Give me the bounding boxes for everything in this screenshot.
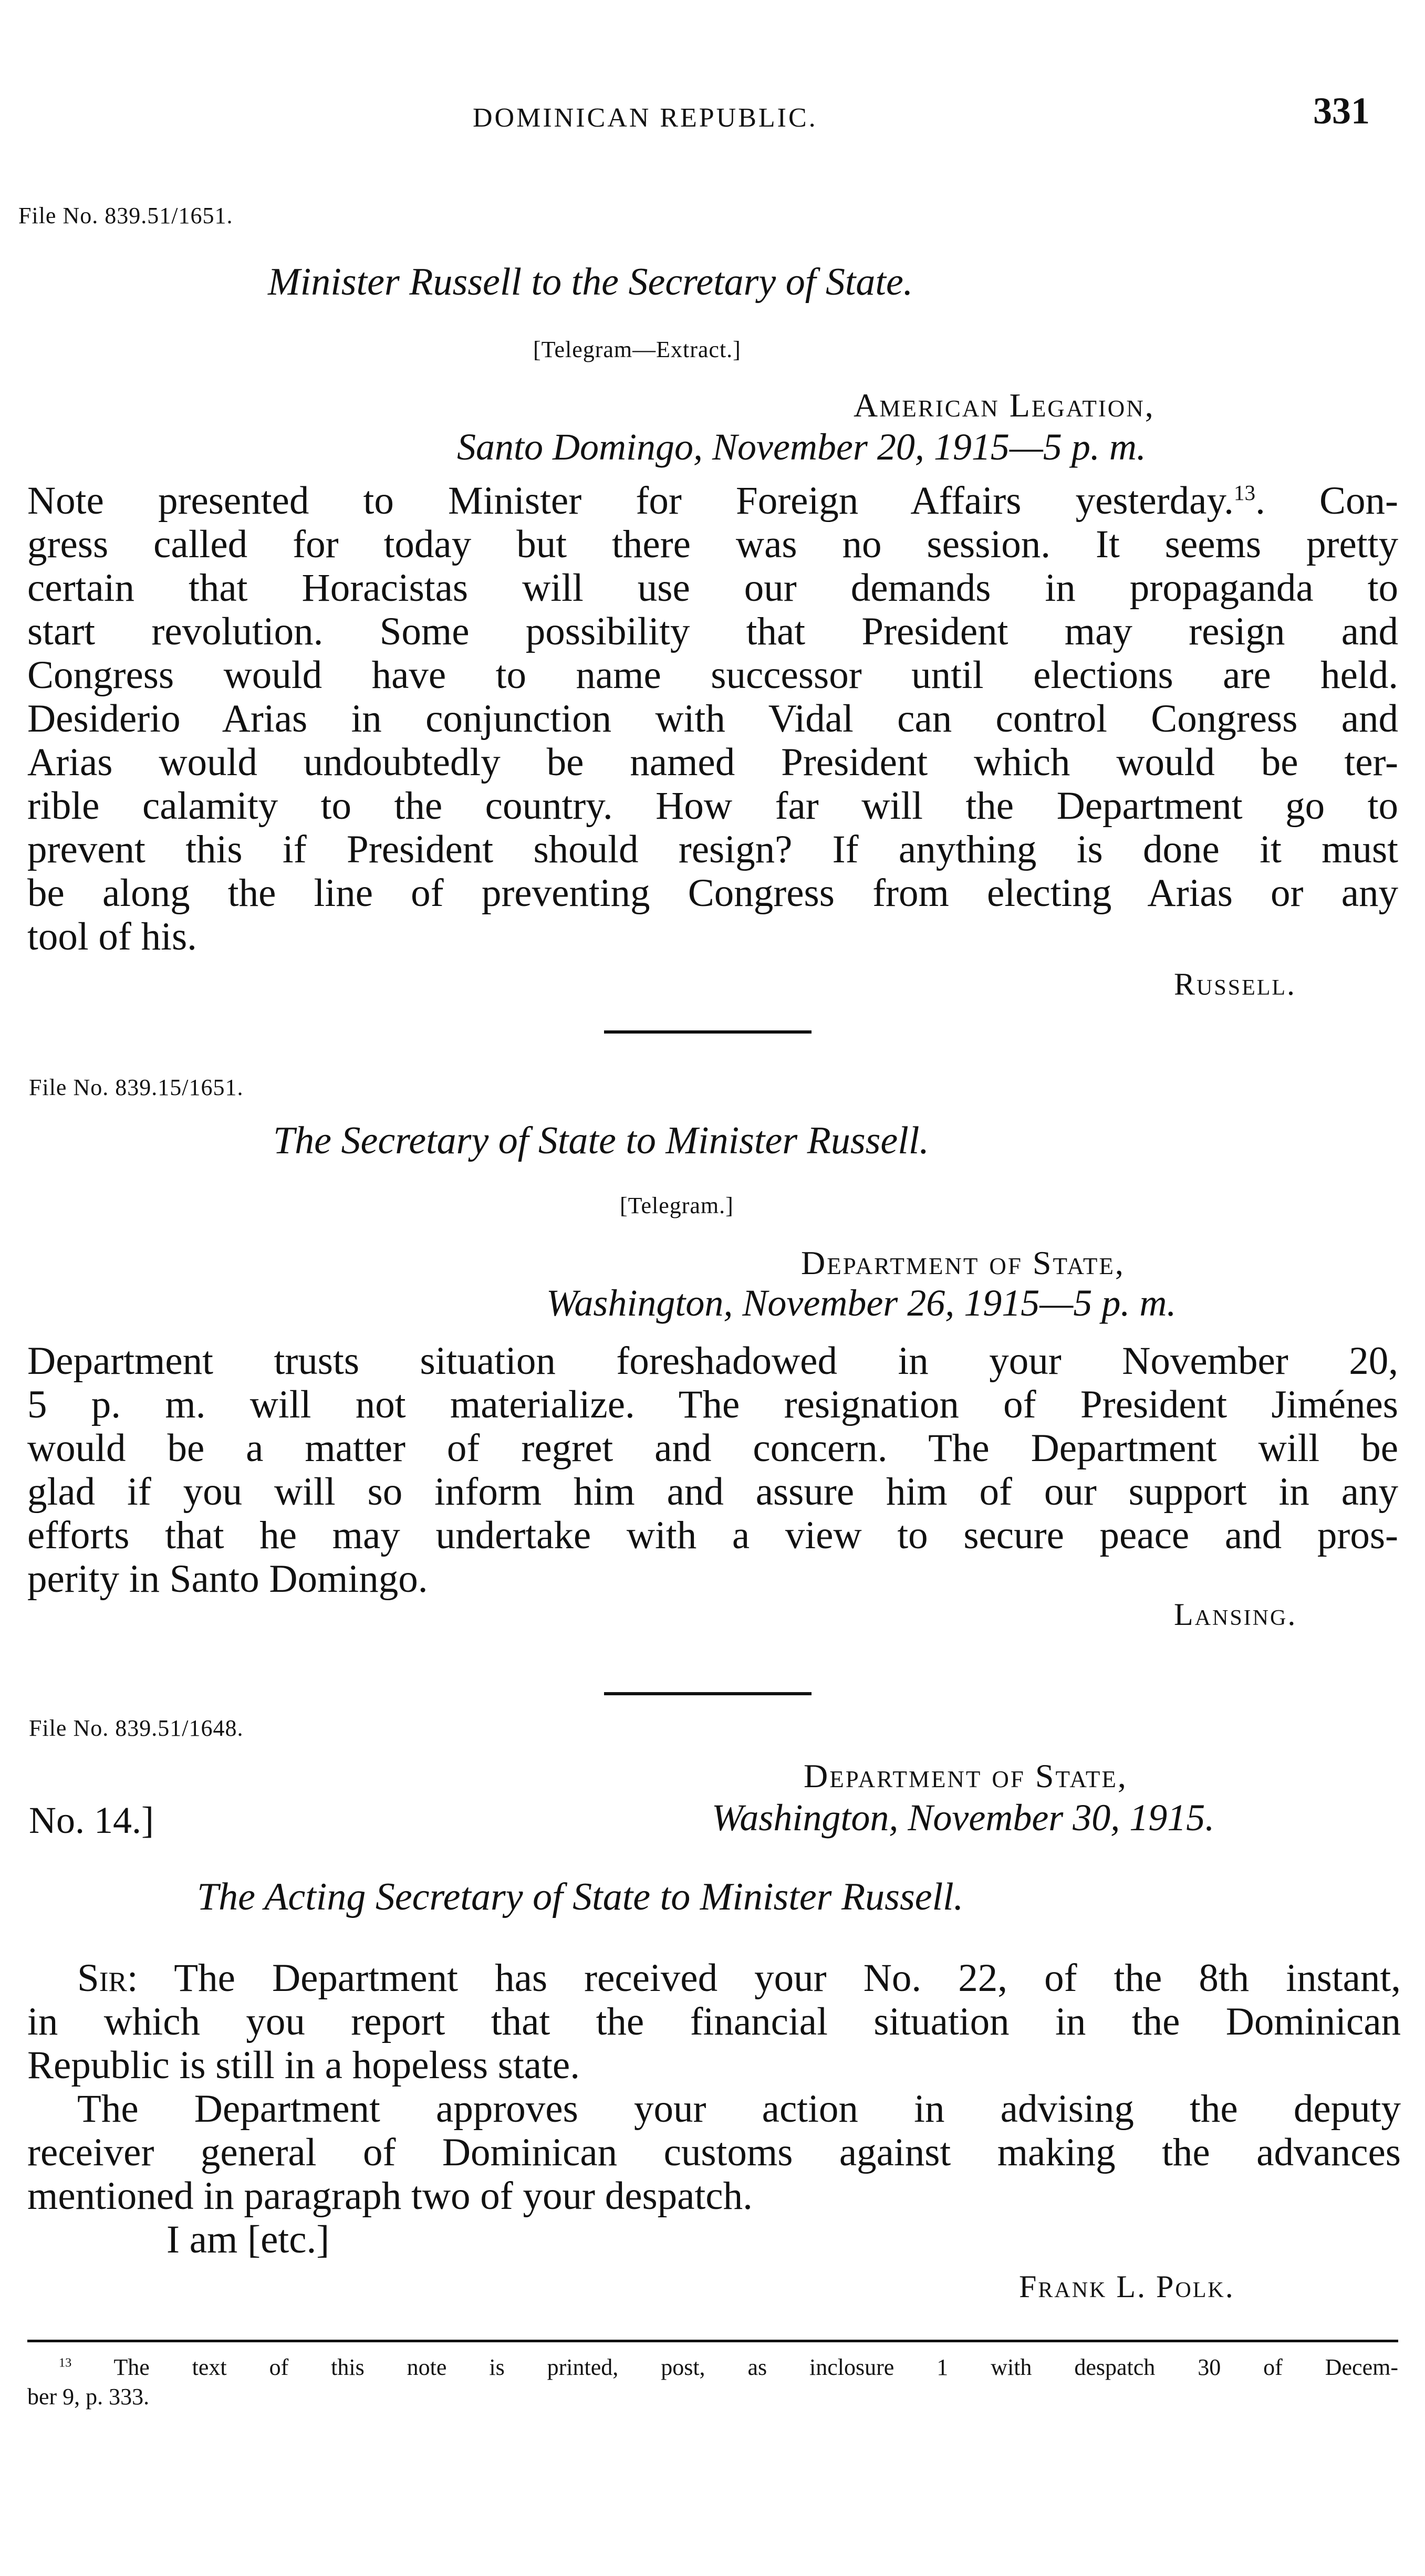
file-number: File No. 839.51/1648.: [29, 1715, 244, 1741]
body-line: Department trusts situation foreshadowed in your November 20,: [27, 1339, 1398, 1383]
document-heading: The Acting Secretary of State to Minister Russell.: [197, 1875, 964, 1918]
document-heading: The Secretary of State to Minister Russell.: [273, 1119, 929, 1162]
section-divider: [604, 1692, 812, 1695]
place-and-date: Santo Domingo, November 20, 1915—5 p. m.: [457, 426, 1146, 468]
body-line: Arias would undoubtedly be named President which would be ter-: [27, 741, 1398, 784]
document-heading: Minister Russell to the Secretary of State.: [268, 260, 913, 304]
page-number: 331: [1313, 90, 1370, 132]
body-line: prevent this if President should resign? If anything is done it must: [27, 828, 1398, 871]
signature: Frank L. Polk.: [1019, 2269, 1235, 2304]
message-body: [27, 1339, 1398, 1601]
sender-office: American Legation,: [854, 387, 1155, 424]
body-line: tool of his.: [27, 915, 197, 958]
telegram-label: [Telegram—Extract.]: [533, 337, 741, 362]
body-line: efforts that he may undertake with a view to secure peace and pros-: [27, 1514, 1398, 1557]
body-line: perity in Santo Domingo.: [27, 1557, 428, 1601]
body-line: glad if you will so inform him and assure him of our support in any: [27, 1470, 1398, 1514]
footnote-reference: 13: [1233, 481, 1256, 505]
letter-body: [27, 1956, 1401, 2261]
place-and-date: Washington, November 26, 1915—5 p. m.: [546, 1282, 1177, 1324]
closing-line: I am [etc.]: [167, 2218, 330, 2261]
salutation: Sir:: [77, 1956, 138, 2000]
body-line: Note presented to Minister for Foreign Affairs yesterday.$^{13}$. Con-: [27, 479, 1399, 523]
body-line: The Department approves your action in advising the deputy: [77, 2087, 1401, 2131]
body-line: would be a matter of regret and concern. The Department will be: [27, 1426, 1398, 1470]
body-line: Sir: The Department has received your No. 22, of the 8th instant,: [77, 1956, 1401, 2000]
body-line: mentioned in paragraph two of your despatch.: [27, 2174, 753, 2218]
running-header-title: DOMINICAN REPUBLIC.: [473, 103, 818, 133]
footnote-line: ber 9, p. 333.: [27, 2384, 150, 2410]
footnote-rule: [27, 2340, 1398, 2342]
signature: Russell.: [1174, 967, 1297, 1002]
body-line: gress called for today but there was no session. It seems pretty: [27, 523, 1398, 566]
sender-office: Department of State,: [801, 1244, 1125, 1281]
body-line: rible calamity to the country. How far will the Department go to: [27, 784, 1398, 828]
file-number: File No. 839.15/1651.: [29, 1075, 244, 1100]
section-divider: [604, 1030, 812, 1034]
body-line: Desiderio Arias in conjunction with Vidal can control Congress and: [27, 697, 1398, 741]
despatch-number: No. 14.]: [29, 1799, 154, 1841]
file-number: File No. 839.51/1651.: [18, 203, 233, 228]
body-line: certain that Horacistas will use our demands in propaganda to: [27, 566, 1398, 610]
footnote: [27, 2353, 1398, 2412]
body-line: start revolution. Some possibility that President may resign and: [27, 610, 1398, 653]
body-line: Congress would have to name successor until elections are held.: [27, 653, 1398, 697]
footnote-mark: 13: [59, 2355, 72, 2370]
body-line: Republic is still in a hopeless state.: [27, 2043, 580, 2087]
body-line: be along the line of preventing Congress from electing Arias or any: [27, 871, 1398, 915]
sender-office: Department of State,: [804, 1757, 1128, 1795]
body-line: in which you report that the financial situation in the Dominican: [27, 2000, 1401, 2043]
message-body: [27, 479, 1398, 958]
body-line: 5 p. m. will not materialize. The resignation of President Jiménes: [27, 1383, 1398, 1426]
telegram-label: [Telegram.]: [620, 1193, 734, 1218]
footnote-line: $^{13}$ The text of this note is printed, post, as inclosure 1 with despatch 30 of Decem-: [59, 2354, 1398, 2380]
place-and-date: Washington, November 30, 1915.: [712, 1797, 1215, 1839]
signature: Lansing.: [1174, 1597, 1297, 1632]
body-line: receiver general of Dominican customs against making the advances: [27, 2131, 1401, 2174]
